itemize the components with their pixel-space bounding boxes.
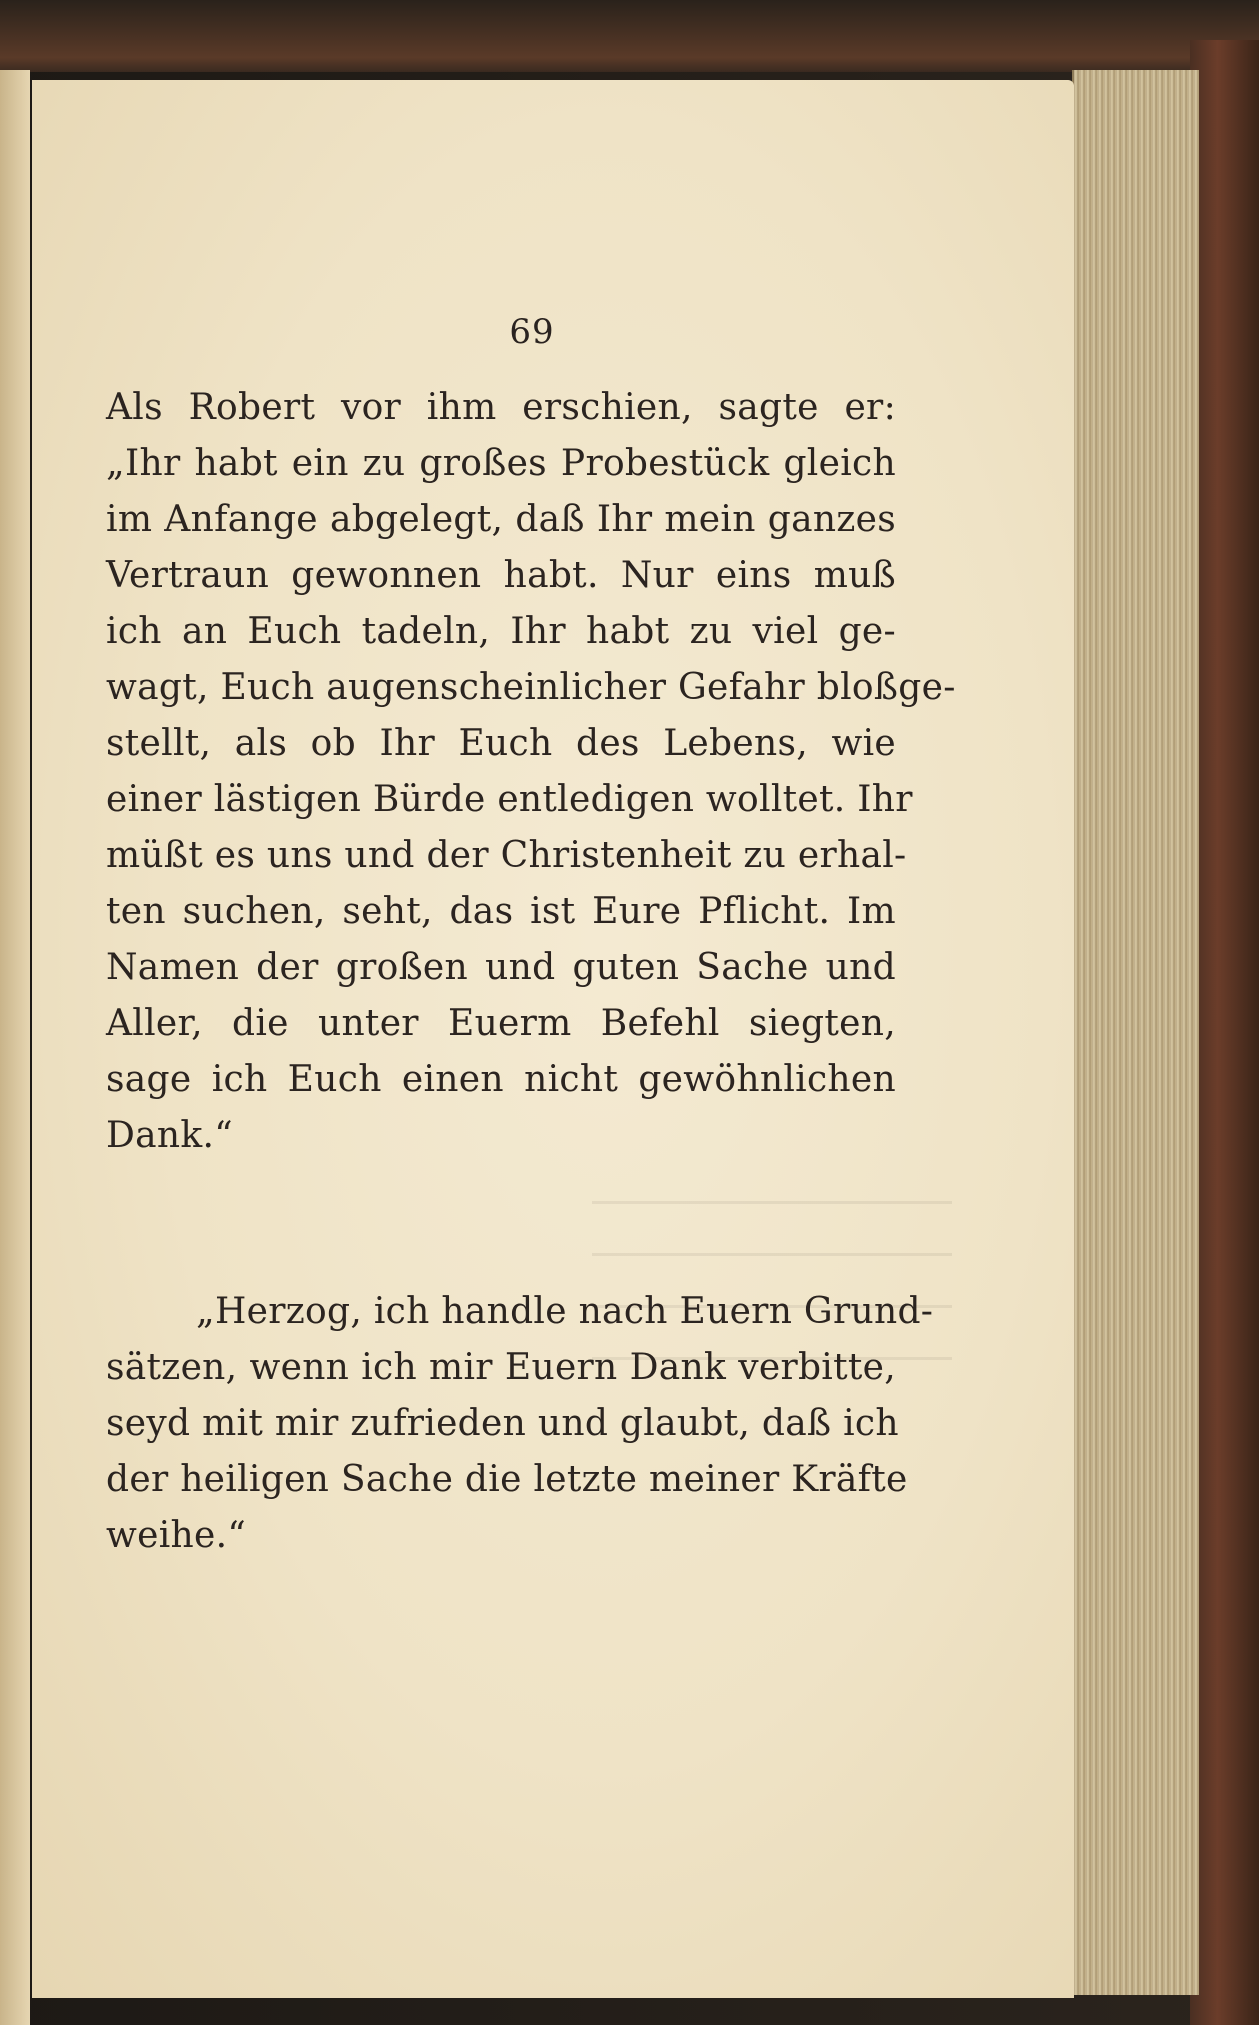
text-line: einer lästigen Bürde entledigen wolltet. Ihr [106, 779, 913, 820]
text-line: ich an Euch tadeln, Ihr habt zu viel ge- [106, 611, 896, 652]
paragraph [106, 1284, 934, 1564]
text-line: stellt, als ob Ihr Euch des Lebens, wie [106, 723, 896, 764]
text-line: seyd mit mir zufrieden und glaubt, daß ich [106, 1403, 899, 1444]
text-line: Namen der großen und guten Sache und [106, 947, 896, 988]
facing-page-edge [0, 70, 30, 2025]
text-line: Als Robert vor ihm erschien, sagte er: [106, 387, 896, 428]
text-line: sage ich Euch einen nicht gewöhnlichen [106, 1059, 896, 1100]
text-line: wagt, Euch augenscheinlicher Gefahr bloßge- [106, 667, 956, 708]
page-edges [1072, 70, 1199, 1995]
text-line: der heiligen Sache die letzte meiner Kräfte [106, 1459, 908, 1500]
text-line: Aller, die unter Euerm Befehl siegten, [106, 1003, 896, 1044]
text-line: „Ihr habt ein zu großes Probestück gleich [106, 443, 896, 484]
text-line: Dank.“ [106, 1115, 233, 1156]
text-line: „Herzog, ich handle nach Euern Grund- [196, 1291, 934, 1332]
book-cover-top [0, 0, 1259, 72]
text-line: Vertraun gewonnen habt. Nur eins muß [106, 555, 896, 596]
text-line: im Anfange abgelegt, daß Ihr mein ganzes [106, 499, 896, 540]
text-line: müßt es uns und der Christenheit zu erhal- [106, 835, 907, 876]
text-line: weihe.“ [106, 1515, 247, 1556]
text-line: ten suchen, seht, das ist Eure Pflicht. Im [106, 891, 896, 932]
page-text [106, 380, 956, 1564]
book-page [32, 80, 1074, 1998]
page-number: 69 [509, 312, 555, 352]
text-line: sätzen, wenn ich mir Euern Dank verbitte, [106, 1347, 896, 1388]
book-binding [1190, 40, 1259, 2025]
paragraph-gap [106, 1164, 896, 1284]
paragraph [106, 380, 956, 1164]
